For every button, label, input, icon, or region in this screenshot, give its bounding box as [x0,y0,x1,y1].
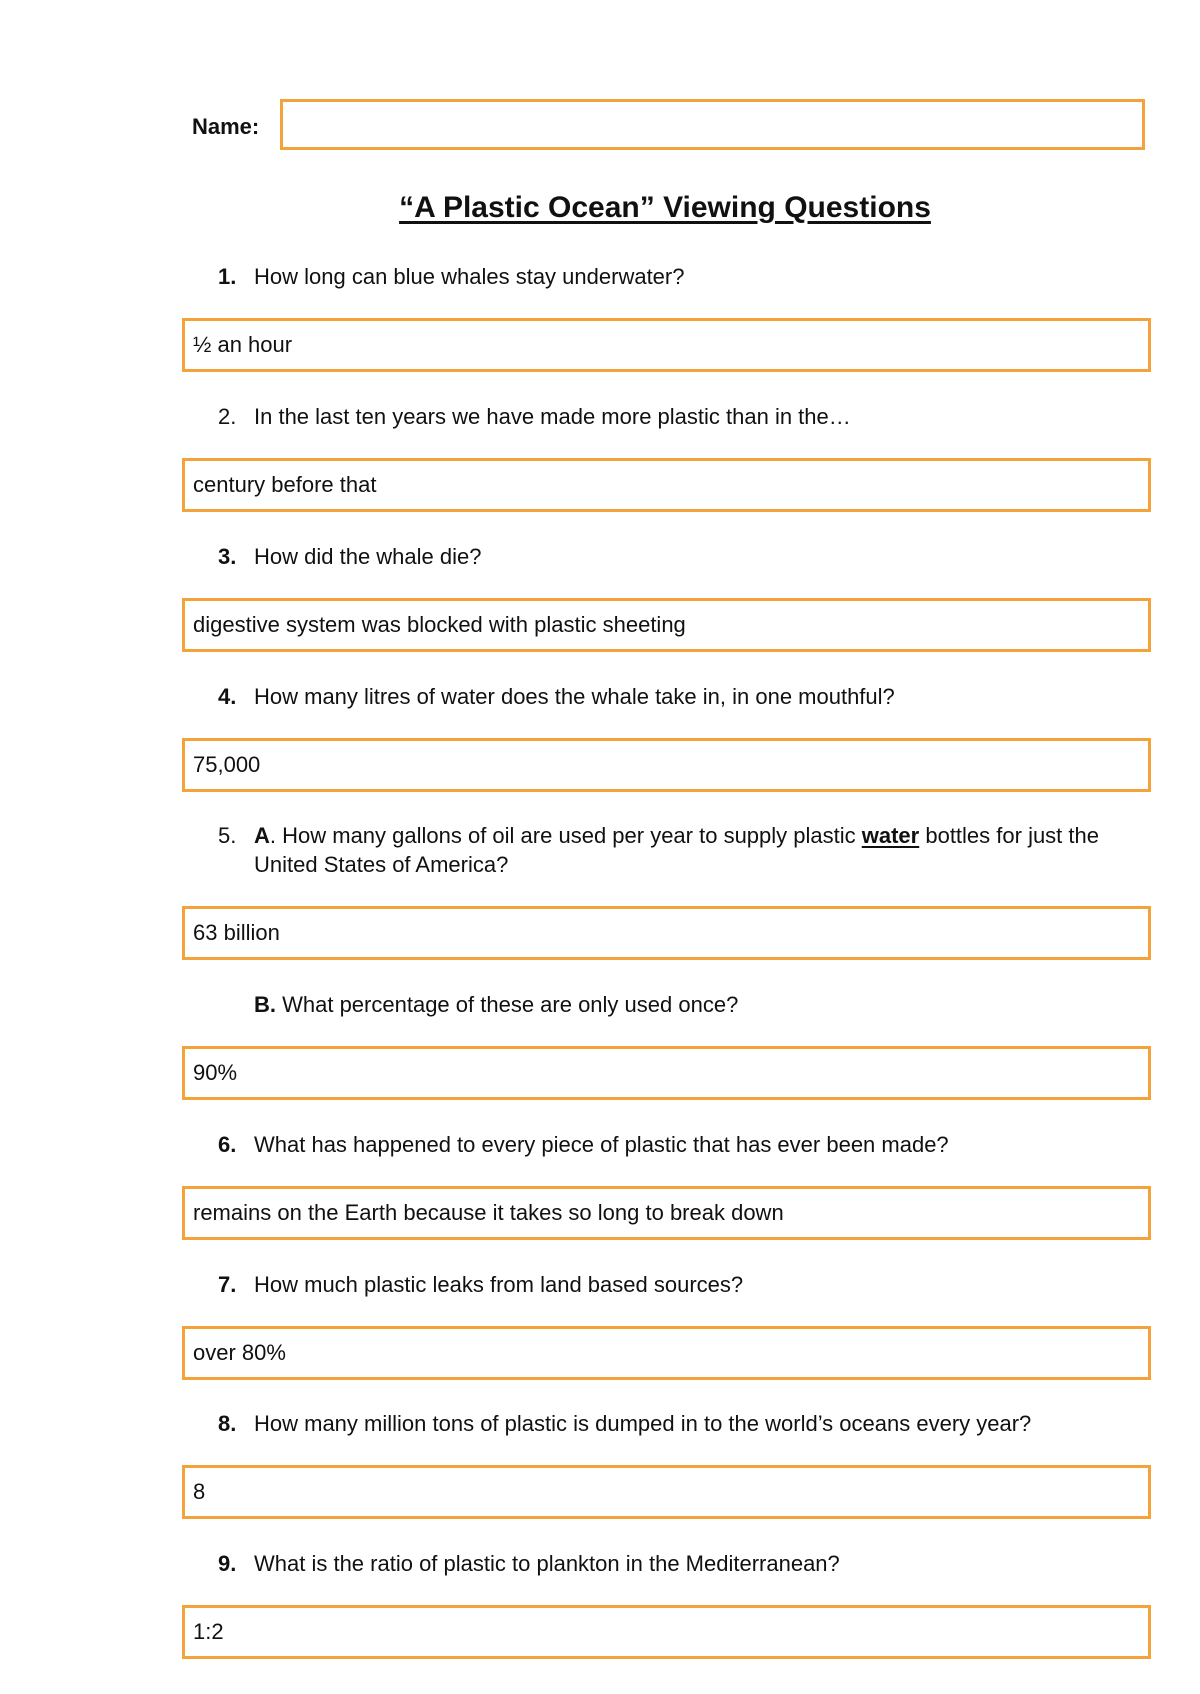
question-5a [218,821,1153,879]
question-number: 2. [218,404,237,429]
question-number: 7. [218,1272,237,1297]
question-number: 3. [218,544,237,569]
question-8 [218,1409,1153,1438]
question-number: 8. [218,1411,237,1436]
question-text: How did the whale die? [254,544,482,569]
answer-field-8[interactable]: 8 [182,1465,1151,1519]
question-5b [254,990,738,1019]
question-text: How long can blue whales stay underwater? [254,264,685,289]
question-text: How many litres of water does the whale take in, in one mouthful? [254,684,895,709]
answer-field-3[interactable]: digestive system was blocked with plastic sheeting [182,598,1151,652]
question-number: 6. [218,1132,237,1157]
question-text: What percentage of these are only used once? [276,992,739,1017]
part-a-label: A [254,823,270,848]
question-text: In the last ten years we have made more plastic than in the… [254,404,851,429]
question-text-part-2: bottles for just the United States of America? [254,823,1099,877]
name-field[interactable] [280,99,1145,150]
question-text: What is the ratio of plastic to plankton in the Mediterranean? [254,1551,840,1576]
question-emphasis: water [861,823,920,848]
question-text: How many million tons of plastic is dumped in to the world’s oceans every year? [254,1411,1032,1436]
answer-field-6[interactable]: remains on the Earth because it takes so long to break down [182,1186,1151,1240]
question-text: How much plastic leaks from land based sources? [254,1272,744,1297]
question-3 [218,542,1153,571]
question-7 [218,1270,1153,1299]
part-b-label: B. [254,992,276,1017]
question-6 [218,1130,1153,1159]
question-2 [218,402,1153,431]
question-number: 4. [218,684,237,709]
page-title: “A Plastic Ocean” Viewing Questions [399,191,931,224]
name-label: Name: [192,114,260,139]
answer-field-4[interactable]: 75,000 [182,738,1151,792]
question-number: 5. [218,823,237,848]
question-number: 1. [218,264,237,289]
answer-field-2[interactable]: century before that [182,458,1151,512]
answer-field-1[interactable]: ½ an hour [182,318,1151,372]
question-number: 9. [218,1551,237,1576]
answer-field-9[interactable]: 1:2 [182,1605,1151,1659]
answer-field-7[interactable]: over 80% [182,1326,1151,1380]
question-text: What has happened to every piece of plastic that has ever been made? [254,1132,949,1157]
question-9 [218,1549,1153,1578]
answer-field-5a[interactable]: 63 billion [182,906,1151,960]
question-1 [218,262,1153,291]
question-4 [218,682,1153,711]
answer-field-5b[interactable]: 90% [182,1046,1151,1100]
question-text-part-1: . How many gallons of oil are used per year to supply plastic [269,823,862,848]
